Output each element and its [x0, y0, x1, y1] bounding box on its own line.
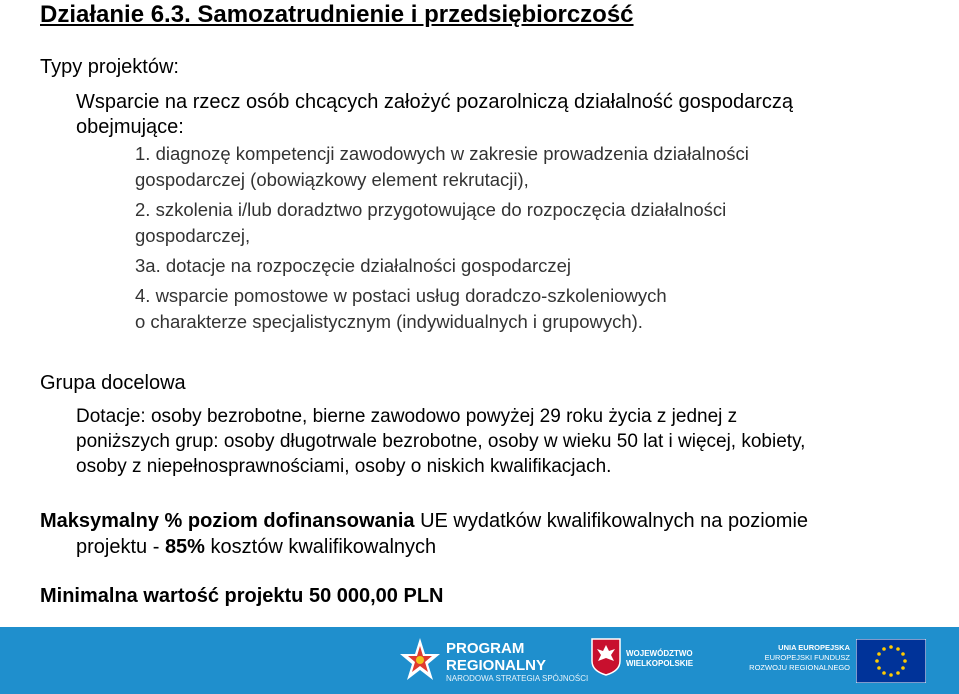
eu-line3: ROZWOJU REGIONALNEGO: [749, 663, 850, 672]
page-title: Działanie 6.3. Samozatrudnienie i przedsiębiorczość: [40, 1, 634, 28]
max-cofinancing-suffix: kosztów kwalifikowalnych: [204, 536, 437, 558]
types-heading: Typy projektów:: [40, 56, 179, 78]
list-item-4-line1: 4. wsparcie pomostowe w postaci usług doradczo-szkoleniowych: [135, 285, 667, 306]
footer-logo-bar: [0, 627, 959, 694]
eagle-shield-icon: [590, 637, 622, 677]
max-cofinancing-label: Maksymalny % poziom dofinansowania: [40, 510, 415, 532]
max-cofinancing-text: UE wydatków kwalifikowalnych na poziomie: [414, 510, 809, 532]
target-line1: Dotacje: osoby bezrobotne, bierne zawodowo powyżej 29 roku życia z jednej z: [76, 406, 738, 427]
max-cofinancing-line2: [76, 534, 436, 560]
region-name: [626, 649, 693, 669]
target-line2: poniższych grup: osoby długotrwale bezrobotne, osoby w wieku 50 lat i więcej, kobiety,: [76, 431, 806, 452]
program-line2: REGIONALNY: [446, 657, 547, 674]
eu-fund-name: [732, 643, 850, 673]
eu-logo: [732, 637, 952, 687]
program-line1: PROGRAM: [446, 640, 525, 657]
region-line1: WOJEWÓDZTWO: [626, 649, 693, 658]
eu-line2: EUROPEJSKI FUNDUSZ: [764, 653, 850, 662]
program-subtitle: NARODOWA STRATEGIA SPÓJNOŚCI: [446, 674, 589, 683]
list-item-1-line1: 1. diagnozę kompetencji zawodowych w zakresie prowadzenia działalności: [135, 143, 749, 164]
target-line3: osoby z niepełnosprawnościami, osoby o niskich kwalifikacjach.: [76, 456, 612, 477]
max-cofinancing-value: 85%: [164, 536, 205, 558]
wielkopolskie-logo: [590, 637, 720, 685]
types-intro-line1: Wsparcie na rzecz osób chcących założyć pozarolniczą działalność gospodarczą: [76, 91, 794, 113]
list-item-3-line1: 3a. dotacje na rozpoczęcie działalności gospodarczej: [135, 255, 572, 276]
program-title: [446, 640, 546, 674]
eu-flag-icon: [856, 639, 926, 683]
list-item-1-line2: gospodarczej (obowiązkowy element rekrutacji),: [135, 169, 529, 190]
program-star-icon: [398, 636, 442, 688]
max-cofinancing-line1: [40, 508, 808, 534]
min-value: Minimalna wartość projektu 50 000,00 PLN: [40, 585, 444, 607]
eu-line1: UNIA EUROPEJSKA: [778, 643, 850, 652]
list-item-2-line2: gospodarczej,: [135, 225, 251, 246]
list-item-4-line2: o charakterze specjalistycznym (indywidualnych i grupowych).: [135, 311, 643, 332]
region-line2: WIELKOPOLSKIE: [626, 659, 694, 668]
max-cofinancing-prefix: projektu -: [76, 536, 165, 558]
types-intro-line2: obejmujące:: [76, 116, 184, 138]
target-heading: Grupa docelowa: [40, 372, 186, 394]
program-regionalny-logo: [398, 634, 589, 690]
list-item-2-line1: 2. szkolenia i/lub doradztwo przygotowujące do rozpoczęcia działalności: [135, 199, 727, 220]
